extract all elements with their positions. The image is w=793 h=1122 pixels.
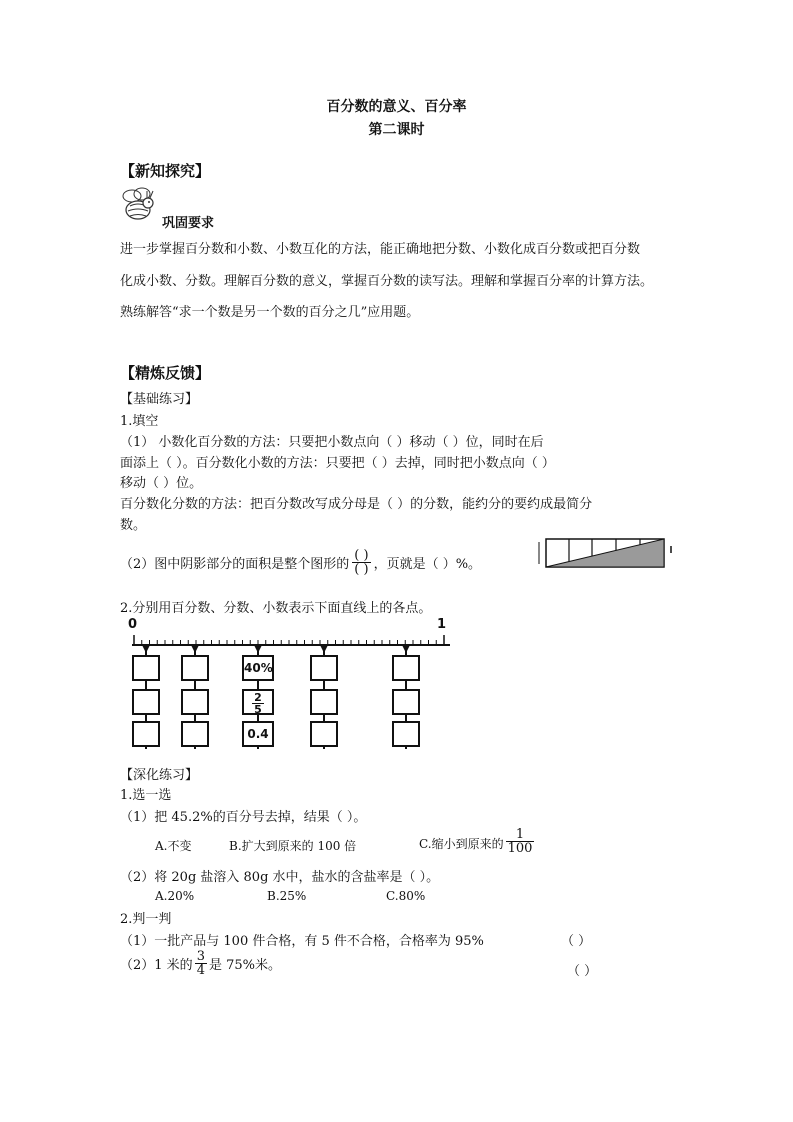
- q1-2-suffix: ，页就是（ ）%。: [373, 557, 482, 572]
- example-box-decimal: 0.4: [242, 721, 274, 747]
- tf-q2-answer-blank[interactable]: （ ）: [567, 964, 598, 979]
- mc-q2-option-b[interactable]: B.25%: [267, 889, 307, 903]
- shaded-area-figure: [538, 536, 674, 570]
- answer-box-fraction-2[interactable]: [181, 689, 209, 715]
- q1-1-line-4: 百分数化分数的方法：把百分数改写成分母是（ ）的分数，能约分的要约成最简分: [120, 497, 593, 512]
- tf-q1-answer-blank[interactable]: （ ）: [561, 934, 592, 949]
- tf-q2: [120, 950, 281, 977]
- mc-q2-option-c[interactable]: C.80%: [386, 889, 426, 903]
- example-fraction-denominator: 5: [254, 703, 262, 716]
- mc-q1-option-c-text: C.缩小到原来的: [419, 837, 504, 851]
- answer-box-decimal-2[interactable]: [181, 721, 209, 747]
- one-hundredth-numerator: 1: [506, 828, 535, 842]
- section-heading-practice-feedback: 【精炼反馈】: [120, 364, 211, 382]
- one-hundredth-denominator: 100: [507, 841, 533, 856]
- requirement-line-1: 进一步掌握百分数和小数、小数互化的方法，能正确地把分数、小数化成百分数或把百分数: [120, 242, 641, 257]
- bee-icon: [118, 186, 160, 224]
- one-hundredth-fraction: [506, 828, 535, 855]
- question-number-line: 2.分别用百分数、分数、小数表示下面直线上的各点。: [120, 601, 432, 616]
- answer-box-decimal-4[interactable]: [310, 721, 338, 747]
- question-fill-blank: 1.填空: [120, 414, 159, 429]
- mc-q1-option-b[interactable]: B.扩大到原来的 100 倍: [229, 839, 357, 853]
- number-line-end-label: 1: [437, 617, 447, 632]
- section-heading-new-knowledge: 【新知探究】: [120, 162, 211, 180]
- answer-box-fraction-4[interactable]: [310, 689, 338, 715]
- mc-q2: （2）将 20g 盐溶入 80g 水中，盐水的含盐率是（ ）。: [120, 870, 440, 885]
- tf-q2-suffix: 是 75%米。: [208, 958, 281, 973]
- tf-q1: （1）一批产品与 100 件合格，有 5 件不合格，合格率为 95%: [120, 934, 484, 949]
- answer-box-percent-4[interactable]: [310, 655, 338, 681]
- q1-1-line-5: 数。: [120, 518, 147, 533]
- page-subtitle: 第二课时: [368, 122, 425, 138]
- tf-q2-prefix: （2）1 米的: [120, 958, 193, 973]
- answer-box-decimal-5[interactable]: [392, 721, 420, 747]
- requirement-line-3: 熟练解答“求一个数是另一个数的百分之几”应用题。: [120, 305, 420, 320]
- question-multiple-choice: 1.选一选: [120, 788, 172, 803]
- q1-1-line-1: （1） 小数化百分数的方法：只要把小数点向（ ）移动（ ）位，同时在后: [120, 435, 544, 450]
- blank-fraction-denominator: ( ): [354, 562, 369, 577]
- number-line-figure: [128, 615, 458, 765]
- answer-box-percent-5[interactable]: [392, 655, 420, 681]
- q1-2-line: [120, 549, 481, 576]
- q1-1-line-3: 移动（ ）位。: [120, 476, 203, 491]
- three-quarters-numerator: 3: [196, 949, 205, 964]
- blank-fraction: [352, 549, 370, 576]
- blank-fraction-numerator: ( ): [354, 548, 369, 563]
- basic-practice-label: 【基础练习】: [120, 392, 199, 407]
- example-box-percent: 40%: [242, 655, 274, 681]
- number-line-axis: [128, 631, 458, 653]
- answer-box-percent-1[interactable]: [132, 655, 160, 681]
- example-fraction-numerator: 2: [254, 691, 262, 704]
- mc-q1-option-a[interactable]: A.不变: [155, 839, 192, 853]
- answer-box-percent-2[interactable]: [181, 655, 209, 681]
- three-quarters-fraction: [195, 950, 207, 977]
- mc-q1-option-c[interactable]: [419, 828, 534, 855]
- three-quarters-denominator: 4: [196, 963, 205, 978]
- answer-box-decimal-1[interactable]: [132, 721, 160, 747]
- requirement-line-2: 化成小数、分数。理解百分数的意义，掌握百分数的读写法。理解和掌握百分率的计算方法。: [120, 274, 654, 289]
- q1-1-line-2: 面添上（ ）。百分数化小数的方法：只要把（ ）去掉，同时把小数点向（ ）: [120, 456, 555, 471]
- number-line-start-label: 0: [128, 617, 138, 632]
- q1-2-prefix: （2）图中阴影部分的面积是整个图形的: [120, 557, 350, 572]
- subheading-consolidation: 巩固要求: [162, 216, 215, 231]
- answer-box-fraction-1[interactable]: [132, 689, 160, 715]
- example-box-fraction: [242, 689, 274, 715]
- page-title: 百分数的意义、百分率: [326, 99, 467, 115]
- question-true-false: 2.判一判: [120, 912, 172, 927]
- mc-q1: （1）把 45.2%的百分号去掉，结果（ ）。: [120, 810, 367, 825]
- mc-q2-option-a[interactable]: A.20%: [155, 889, 195, 903]
- example-fraction: [252, 692, 264, 715]
- advanced-practice-label: 【深化练习】: [120, 768, 199, 783]
- answer-box-fraction-5[interactable]: [392, 689, 420, 715]
